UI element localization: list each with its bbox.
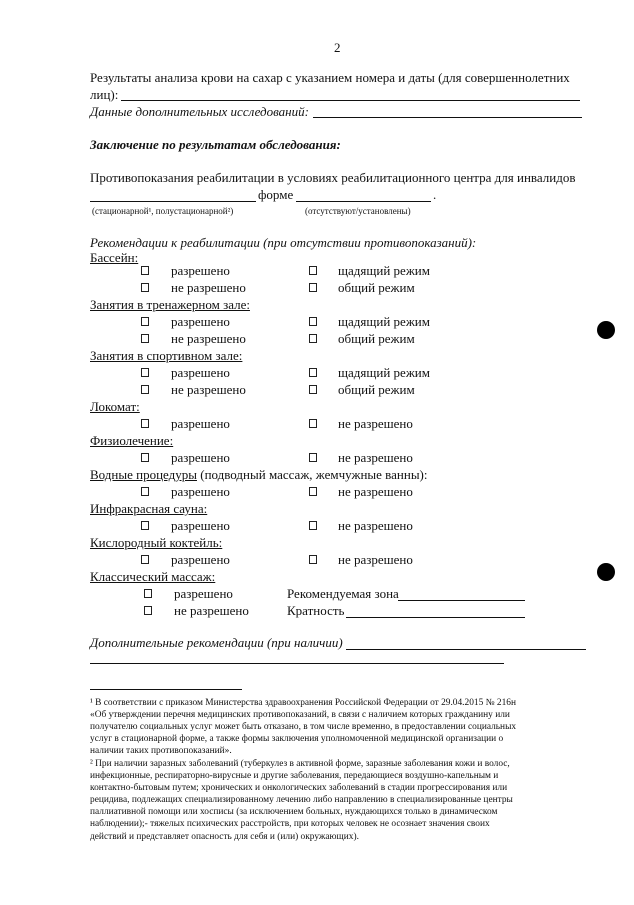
water-allowed-checkbox[interactable] bbox=[141, 487, 149, 496]
footnote-2-line: рецидива, подлежащих специализированному лечению либо направлению в специализированные центры bbox=[90, 795, 513, 806]
gym-not-allowed-checkbox[interactable] bbox=[141, 334, 149, 343]
massage-frequency-label: Кратность bbox=[287, 603, 345, 618]
footnote-2 bbox=[90, 758, 513, 843]
physio-not-allowed-label: не разрешено bbox=[338, 450, 413, 465]
pool-gentle-checkbox[interactable] bbox=[309, 266, 317, 275]
form-type-input-line[interactable] bbox=[90, 201, 256, 202]
gym-not-allowed-label: не разрешено bbox=[171, 331, 246, 346]
punch-hole-mark bbox=[597, 563, 615, 581]
lokomat-allowed-label: разрешено bbox=[171, 416, 230, 431]
massage-frequency-input-line[interactable] bbox=[346, 617, 525, 618]
period: . bbox=[433, 187, 437, 202]
lokomat-not-allowed-label: не разрешено bbox=[338, 416, 413, 431]
lokomat-allowed-checkbox[interactable] bbox=[141, 419, 149, 428]
sports-allowed-label: разрешено bbox=[171, 365, 230, 380]
contraindications-status-input-line[interactable] bbox=[296, 201, 431, 202]
sauna-not-allowed-checkbox[interactable] bbox=[309, 521, 317, 530]
footnote-2-line: наблюдении);- тяжелых психических расстройств, при которых человек не осознает значения своих bbox=[90, 819, 490, 830]
pool-allowed-label: разрешено bbox=[171, 263, 230, 278]
section-oxygen: Кислородный коктейль: bbox=[90, 535, 223, 550]
footnote-2-line: действий и представляет опасность для себя и (или) окружающих). bbox=[90, 831, 359, 842]
additional-tests-label: Данные дополнительных исследований: bbox=[90, 104, 309, 119]
footnote-1-line: получателю социальных услуг может быть отказано, в том числе временно, в предоставлении социальных bbox=[90, 722, 517, 733]
recommendations-heading: Рекомендации к реабилитации (при отсутствии противопоказаний): bbox=[90, 235, 477, 250]
section-gym: Занятия в тренажерном зале: bbox=[90, 297, 250, 312]
footnote-2-line: инфекционные, респираторно-вирусные и другие заболевания, передающиеся воздушно-капельным и bbox=[90, 771, 499, 782]
section-sports-hall: Занятия в спортивном зале: bbox=[90, 348, 243, 363]
oxygen-allowed-checkbox[interactable] bbox=[141, 555, 149, 564]
form-word: форме bbox=[258, 187, 294, 202]
gym-allowed-label: разрешено bbox=[171, 314, 230, 329]
water-not-allowed-checkbox[interactable] bbox=[309, 487, 317, 496]
oxygen-not-allowed-label: не разрешено bbox=[338, 552, 413, 567]
section-sauna: Инфракрасная сауна: bbox=[90, 501, 208, 516]
footnote-2-line: паллиативной помощи или хосписы (за исключением больных, нуждающихся только в динамическом bbox=[90, 807, 498, 818]
massage-zone-label: Рекомендуемая зона bbox=[287, 586, 399, 601]
physio-allowed-checkbox[interactable] bbox=[141, 453, 149, 462]
footnote-separator bbox=[90, 689, 242, 690]
sauna-allowed-checkbox[interactable] bbox=[141, 521, 149, 530]
massage-not-allowed-checkbox[interactable] bbox=[144, 606, 152, 615]
massage-not-allowed-label: не разрешено bbox=[174, 603, 249, 618]
gym-gentle-checkbox[interactable] bbox=[309, 317, 317, 326]
water-allowed-label: разрешено bbox=[171, 484, 230, 499]
footnote-1 bbox=[90, 697, 516, 757]
physio-not-allowed-checkbox[interactable] bbox=[309, 453, 317, 462]
massage-allowed-label: разрешено bbox=[174, 586, 233, 601]
section-water-title: Водные процедуры bbox=[90, 467, 197, 482]
contraindications-label: Противопоказания реабилитации в условиях реабилитационного центра для инвалидов bbox=[90, 170, 576, 185]
punch-hole-mark bbox=[597, 321, 615, 339]
gym-allowed-checkbox[interactable] bbox=[141, 317, 149, 326]
pool-general-label: общий режим bbox=[338, 280, 415, 295]
sports-gentle-checkbox[interactable] bbox=[309, 368, 317, 377]
oxygen-allowed-label: разрешено bbox=[171, 552, 230, 567]
section-pool: Бассейн: bbox=[90, 250, 139, 265]
sports-general-label: общий режим bbox=[338, 382, 415, 397]
section-water bbox=[90, 467, 428, 483]
additional-recommendations-input-line[interactable] bbox=[346, 649, 586, 650]
sauna-not-allowed-label: не разрешено bbox=[338, 518, 413, 533]
blood-sugar-label: Результаты анализа крови на сахар с указанием номера и даты (для совершеннолетних bbox=[90, 70, 570, 85]
conclusion-heading: Заключение по результатам обследования: bbox=[90, 137, 341, 152]
pool-allowed-checkbox[interactable] bbox=[141, 266, 149, 275]
sports-not-allowed-label: не разрешено bbox=[171, 382, 246, 397]
massage-zone-input-line[interactable] bbox=[398, 600, 525, 601]
gym-general-label: общий режим bbox=[338, 331, 415, 346]
sports-allowed-checkbox[interactable] bbox=[141, 368, 149, 377]
blood-sugar-input-line[interactable] bbox=[121, 100, 580, 101]
footnote-1-line: «Об утверждении перечня медицинских противопоказаний, в связи с наличием которых гражданину или bbox=[90, 710, 510, 721]
footnote-1-line: услуг в стационарной форме, а также формы заключения уполномоченной медицинской организации о bbox=[90, 734, 504, 745]
sports-gentle-label: щадящий режим bbox=[338, 365, 430, 380]
footnote-1-line: наличии таких противопоказаний». bbox=[90, 746, 232, 757]
water-not-allowed-label: не разрешено bbox=[338, 484, 413, 499]
pool-gentle-label: щадящий режим bbox=[338, 263, 430, 278]
footnote-2-line: ² При наличии заразных заболеваний (туберкулез в активной форме, заразные заболевания кожи и волос, bbox=[90, 759, 510, 769]
section-lokomat: Локомат: bbox=[90, 399, 140, 414]
section-physio: Физиолечение: bbox=[90, 433, 174, 448]
physio-allowed-label: разрешено bbox=[171, 450, 230, 465]
section-water-desc: (подводный массаж, жемчужные ванны): bbox=[196, 467, 428, 482]
additional-recommendations-label: Дополнительные рекомендации (при наличии) bbox=[90, 635, 343, 650]
additional-tests-input-line[interactable] bbox=[313, 117, 582, 118]
gym-gentle-label: щадящий режим bbox=[338, 314, 430, 329]
status-hint: (отсутствуют/установлены) bbox=[305, 206, 411, 216]
form-type-hint: (стационарной¹, полустационарной²) bbox=[92, 206, 234, 216]
section-massage: Классический массаж: bbox=[90, 569, 216, 584]
gym-general-checkbox[interactable] bbox=[309, 334, 317, 343]
pool-not-allowed-label: не разрешено bbox=[171, 280, 246, 295]
page-number: 2 bbox=[334, 40, 341, 55]
massage-allowed-checkbox[interactable] bbox=[144, 589, 152, 598]
blood-sugar-label-cont: лиц): bbox=[90, 87, 119, 102]
footnote-2-line: контактно-бытовым путем; хронических и онкологических заболеваний в стадии прогрессирования или bbox=[90, 783, 508, 794]
lokomat-not-allowed-checkbox[interactable] bbox=[309, 419, 317, 428]
pool-general-checkbox[interactable] bbox=[309, 283, 317, 292]
footnote-1-line: ¹ В соответствии с приказом Министерства здравоохранения Российской Федерации от 29.04.2015 № 216н bbox=[90, 698, 516, 708]
sports-general-checkbox[interactable] bbox=[309, 385, 317, 394]
additional-recommendations-input-line-2[interactable] bbox=[90, 663, 504, 664]
sports-not-allowed-checkbox[interactable] bbox=[141, 385, 149, 394]
pool-not-allowed-checkbox[interactable] bbox=[141, 283, 149, 292]
oxygen-not-allowed-checkbox[interactable] bbox=[309, 555, 317, 564]
sauna-allowed-label: разрешено bbox=[171, 518, 230, 533]
